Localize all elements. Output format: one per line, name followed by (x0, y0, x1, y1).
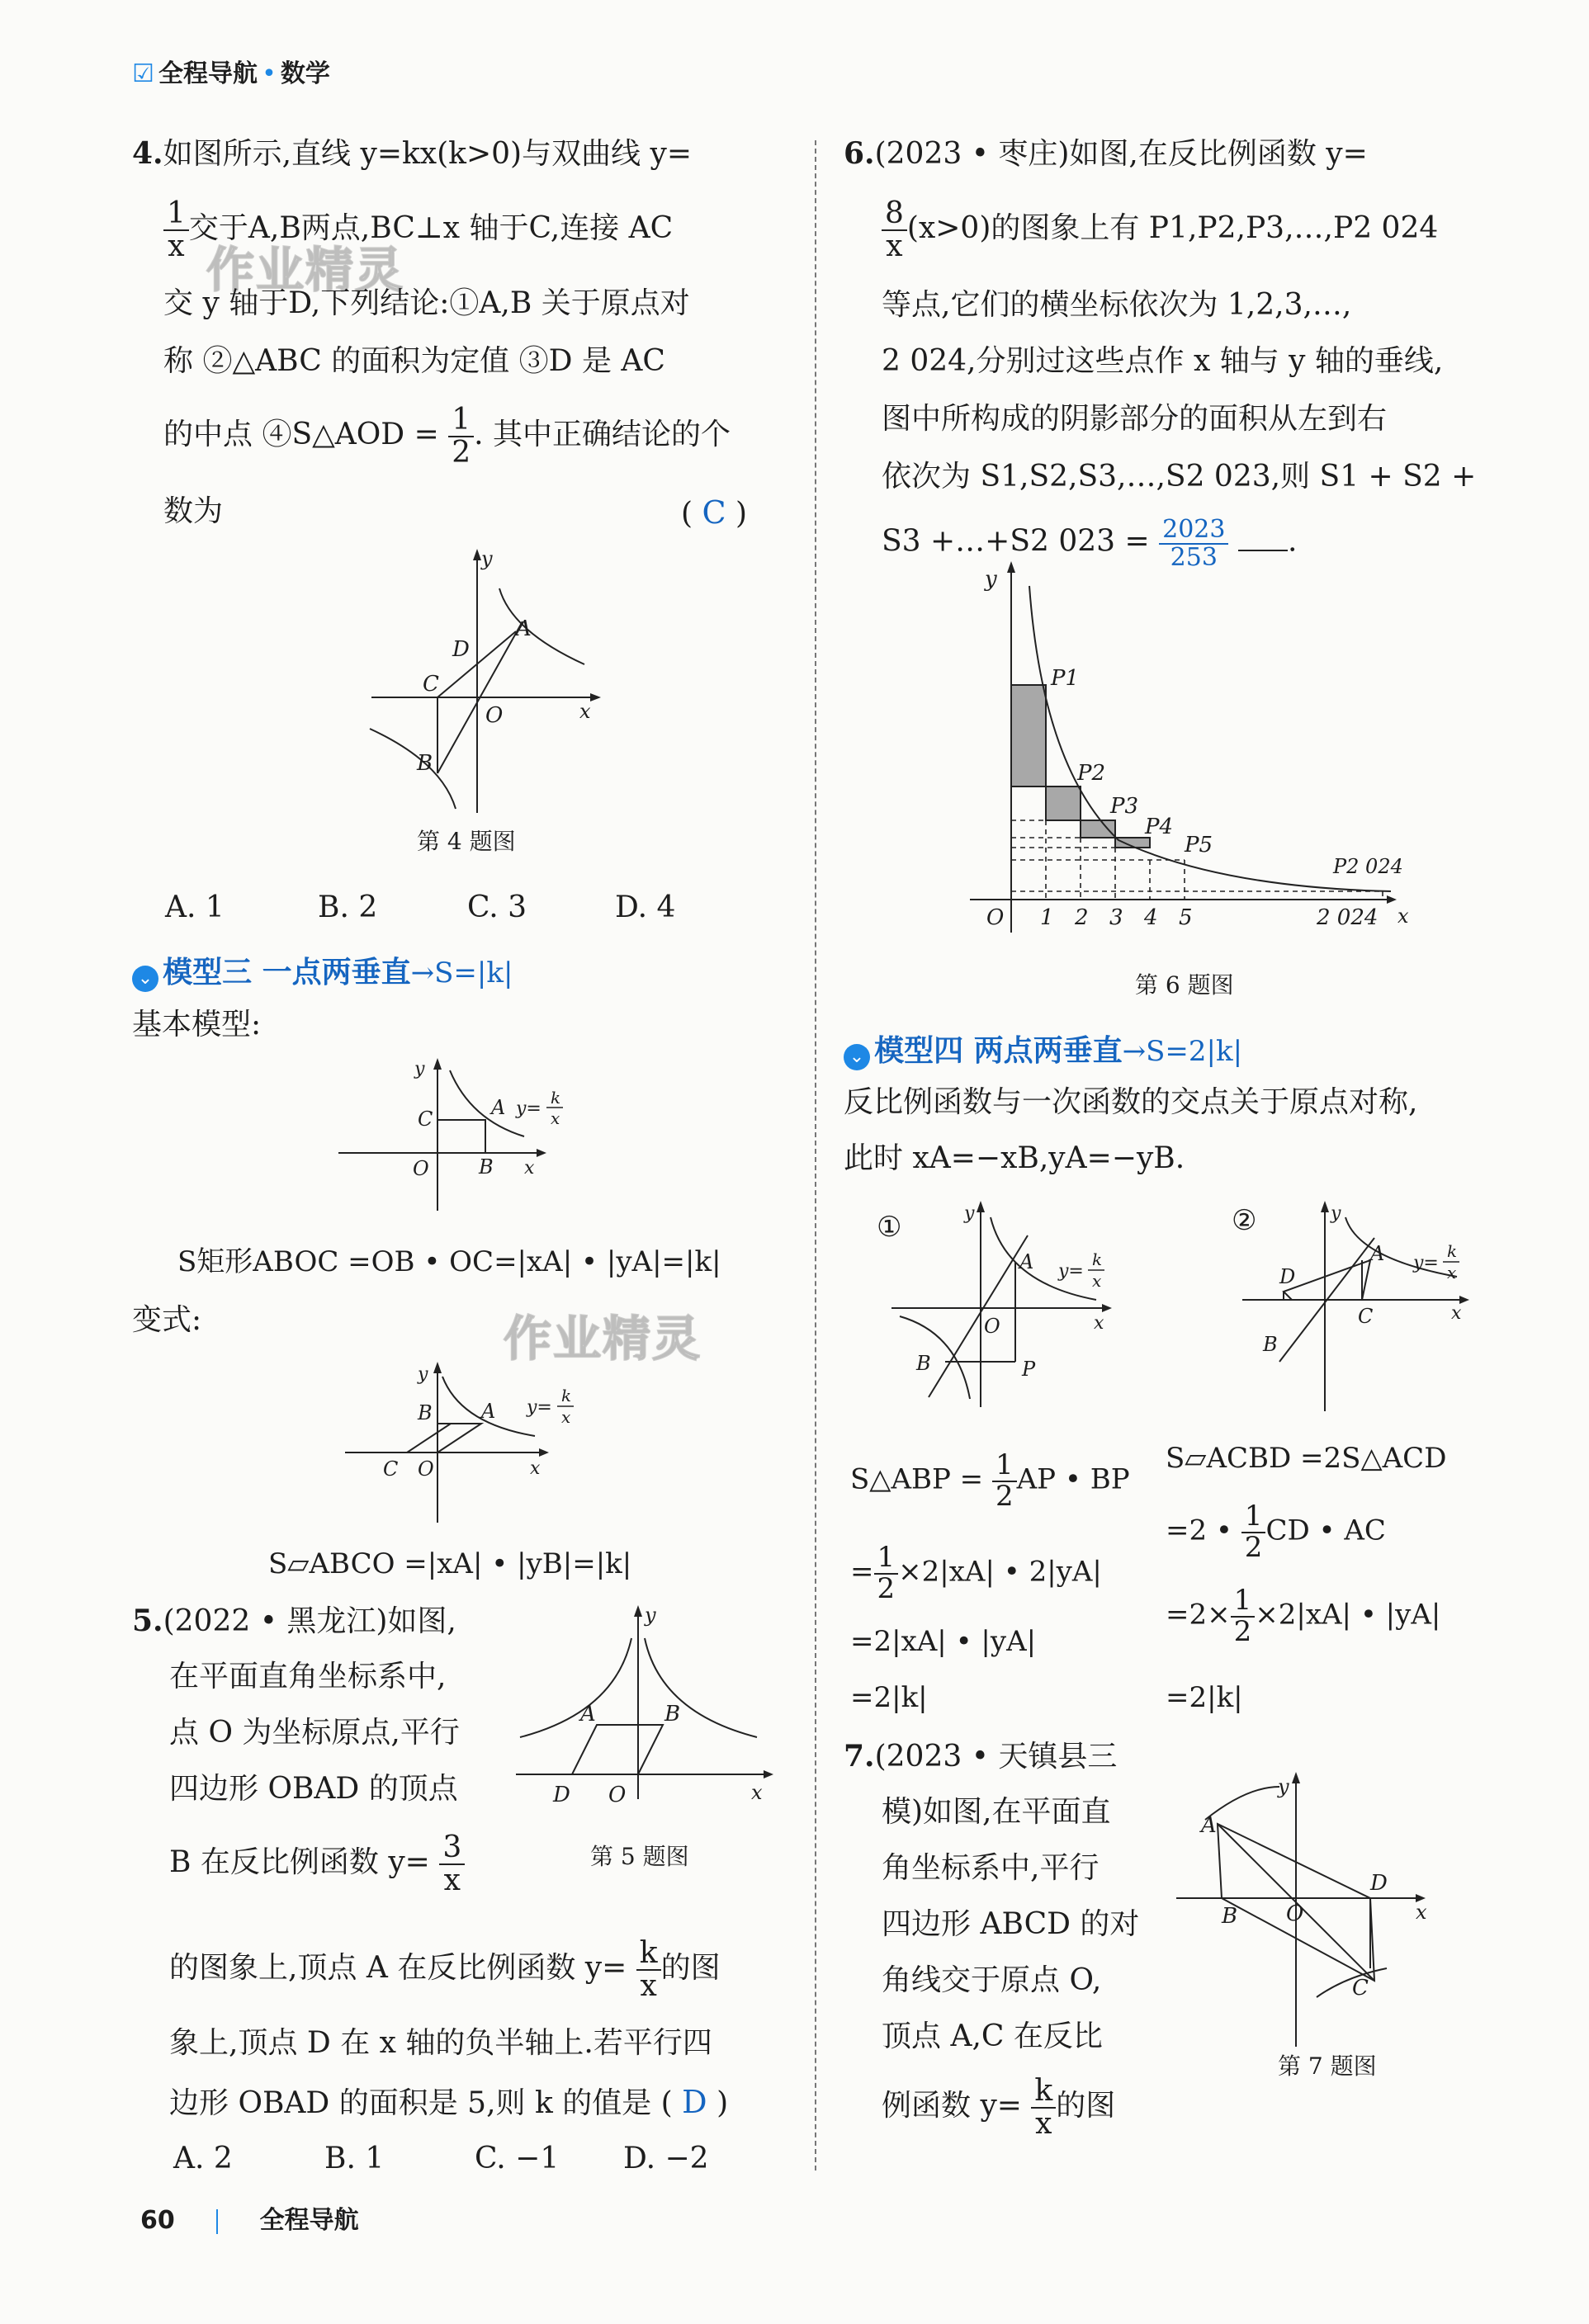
q6-fig-label: P2 024 (1333, 855, 1403, 878)
m3v-fig-label: x (530, 1458, 541, 1479)
page-footer (140, 2199, 359, 2236)
chevron-down-icon: ⌄ (844, 1044, 870, 1070)
q4-answer: C (702, 494, 726, 531)
m4a-fig-label: O (984, 1315, 1000, 1338)
q6-line: 等点,它们的横坐标依次为 1,2,3,…, (882, 288, 1352, 322)
q4-fig-label: O (485, 703, 504, 728)
footer-title: 全程导航 (259, 2206, 359, 2235)
q7-line: 的图 (1056, 2088, 1116, 2123)
model-4-right-eq: S▱ACBD =2S△ACD (1166, 1442, 1447, 1475)
q5-line: 边形 OBAD 的面积是 5,则 k 的值是 (169, 2086, 652, 2120)
model-4-right-eq: ×2|xA| • |yA| (1255, 1598, 1441, 1632)
model-4-title: 模型四 两点两垂直 (874, 1034, 1123, 1068)
m3-fig-label: y (414, 1059, 425, 1079)
q5-line: 的图象上,顶点 A 在反比例函数 y= (169, 1950, 627, 1985)
m4b-fig-label: y (1331, 1203, 1341, 1224)
header-dot: • (262, 59, 277, 88)
q7-fig-label: C (1352, 1976, 1369, 2000)
model-4-left-eq: = (850, 1555, 874, 1589)
q5-fig-label: A (580, 1702, 596, 1726)
q7-number: 7. (844, 1739, 875, 1774)
half-fraction: $\frac{1}{2}$ (874, 1543, 899, 1604)
m3-fig-label: C (418, 1108, 433, 1131)
q7-line: 模)如图,在平面直 (882, 1795, 1111, 1829)
q6-fig-label: P3 (1110, 794, 1139, 819)
q4-fig-label: A (516, 616, 532, 641)
model-4-left-eq: =2|xA| • |yA| (850, 1625, 1037, 1658)
m3v-fig-label: A (481, 1400, 496, 1423)
q6-number: 6. (844, 136, 875, 171)
q5-option-d: D. −2 (623, 2142, 709, 2175)
half-fraction: $\frac{1}{2}$ (992, 1451, 1017, 1511)
model-4-figure-1 (883, 1201, 1131, 1415)
model-3-equation-1: S矩形ABOC =OB • OC=|xA| • |yA|=|k| (177, 1245, 721, 1278)
q7-figure (1172, 1770, 1445, 2051)
m3-fig-label: O (413, 1157, 429, 1180)
q4-frac-1-2: $\frac{1}{2}$ (448, 404, 474, 469)
q4-line: 交 y 轴于D,下列结论:①A,B 关于原点对 (163, 286, 690, 320)
q4-option-a: A. 1 (165, 890, 225, 924)
q4-line: 的中点 ④S△AOD = (163, 417, 439, 451)
checkbox-icon: ☑ (132, 59, 154, 88)
q4-option-c: C. 3 (467, 890, 527, 924)
m3v-fig-label: k (561, 1386, 572, 1405)
m4a-fig-label: y= (1058, 1261, 1084, 1282)
q6-fig-label: P2 (1077, 761, 1106, 786)
m4b-fig-label: k (1447, 1241, 1458, 1261)
q5-line: 在平面直角坐标系中, (169, 1660, 447, 1693)
q6-line: (2023 • 枣庄)如图,在反比例函数 y= (874, 137, 1368, 171)
m4b-fig-label: y= (1413, 1253, 1439, 1273)
q6-tick-label: 5 (1179, 905, 1193, 930)
q6-answer: $\frac{2023}{253}$ (1159, 517, 1228, 570)
q5-line: 象上,顶点 D 在 x 轴的负半轴上.若平行四 (169, 2026, 712, 2060)
q4-line: 数为 (163, 494, 224, 528)
q7-line: 四边形 ABCD 的对 (882, 1907, 1140, 1941)
q6-tick-label: 4 (1144, 905, 1158, 930)
q4-fig-label: B (417, 751, 433, 776)
m4b-fig-label: A (1370, 1242, 1385, 1265)
header-subject: 数学 (280, 59, 330, 88)
q5-line: 的图 (660, 1950, 721, 1985)
m4a-fig-label: x (1092, 1271, 1102, 1291)
m3v-fig-label: y (418, 1364, 428, 1385)
q4-line: 交于A,B两点,BC⊥x 轴于C,连接 AC (188, 210, 674, 245)
m4a-fig-label: y (964, 1203, 975, 1224)
q6-line: (x>0)的图象上有 P1,P2,P3,…,P2 024 (906, 210, 1439, 245)
q7-line: 角线交于原点 O, (882, 1963, 1102, 1997)
q4-number: 4. (132, 136, 163, 171)
model-4-right-eq: CD • AC (1265, 1514, 1386, 1547)
q5-option-c: C. −1 (475, 2142, 560, 2175)
q5-fig-label: B (664, 1702, 681, 1726)
q5-line: 点 O 为坐标原点,平行 (169, 1716, 460, 1750)
q7-fig-label: D (1370, 1871, 1388, 1896)
watermark: 作业精灵 (504, 1311, 702, 1367)
q5-fig-label: D (553, 1783, 570, 1807)
q5-figure (516, 1604, 764, 1807)
q7-fig-label: O (1286, 1901, 1304, 1926)
m4a-fig-label: P (1022, 1358, 1036, 1381)
model-4-desc: 反比例函数与一次函数的交点关于原点对称, (844, 1085, 1418, 1119)
m3-fig-label: A (491, 1096, 506, 1119)
m3-fig-label: x (551, 1108, 560, 1128)
m4b-fig-label: B (1263, 1333, 1278, 1356)
q6-line: S3 +…+S2 023 = (882, 524, 1150, 559)
m3v-fig-label: y= (527, 1397, 552, 1418)
half-fraction: $\frac{1}{2}$ (1241, 1502, 1266, 1562)
model-4-fig-2-number: ② (1232, 1204, 1257, 1237)
model-4-left-eq: =2|k| (850, 1681, 928, 1714)
q6-fig-label: P1 (1051, 666, 1080, 691)
model-3-basic-figure (338, 1058, 586, 1215)
model-4-right-eq: =2|k| (1166, 1681, 1243, 1714)
q5-line: 四边形 OBAD 的顶点 (169, 1772, 458, 1806)
m3v-fig-label: O (418, 1457, 434, 1481)
m3-fig-label: k (551, 1088, 561, 1108)
q4-fig-label: x (579, 700, 591, 723)
q7-fig-label: x (1416, 1901, 1427, 1924)
page-header (132, 53, 330, 89)
q6-tick-label: 3 (1109, 905, 1123, 930)
q7-line: 例函数 y= (882, 2088, 1022, 2123)
q6-frac-8-x: $\frac{8}{x}$ (882, 198, 907, 262)
q6-line: 依次为 S1,S2,S3,…,S2 023,则 S1 + S2 + (882, 460, 1477, 494)
model-3-formula: →S=|k| (410, 957, 513, 990)
q7-fig-label: B (1222, 1904, 1238, 1929)
q5-option-b: B. 1 (324, 2142, 385, 2175)
q7-fig-label: A (1201, 1813, 1217, 1838)
m3-fig-label: x (524, 1158, 535, 1179)
m3v-fig-label: B (418, 1401, 433, 1424)
q6-figure (970, 561, 1432, 941)
q5-frac-3-x: $\frac{3}{x}$ (439, 1832, 465, 1897)
q5-line: B 在反比例函数 y= (169, 1845, 430, 1879)
q6-fig-label: x (1397, 905, 1409, 928)
q5-fig-label: O (608, 1783, 627, 1807)
q5-caption: 第 5 题图 (590, 1843, 689, 1870)
q6-line: 2 024,分别过这些点作 x 轴与 y 轴的垂线, (882, 344, 1444, 378)
m4a-fig-label: x (1094, 1313, 1104, 1334)
m3-fig-label: B (479, 1155, 494, 1179)
model-4-figure-2 (1238, 1201, 1486, 1415)
page-number: 60 (140, 2206, 175, 2235)
q7-line: 顶点 A,C 在反比 (882, 2019, 1103, 2053)
q4-option-b: B. 2 (318, 890, 378, 924)
m4b-fig-label: x (1451, 1303, 1462, 1324)
q5-option-a: A. 2 (173, 2142, 233, 2175)
model-4-desc: 此时 xA=−xB,yA=−yB. (844, 1141, 1185, 1175)
q6-caption: 第 6 题图 (1135, 971, 1234, 999)
q7-caption: 第 7 题图 (1278, 2052, 1377, 2080)
q4-line: . 其中正确结论的个 (474, 417, 731, 451)
q4-fig-label: D (452, 637, 470, 662)
q6-fig-label: P4 (1145, 815, 1174, 839)
q6-tick-label: 1 (1040, 905, 1054, 930)
model-4-right-eq: =2 • (1166, 1514, 1232, 1547)
q5-frac-k-x: $\frac{k}{x}$ (636, 1938, 661, 2002)
m4a-fig-label: A (1019, 1250, 1034, 1273)
m3v-fig-label: C (383, 1457, 399, 1481)
q4-line: 如图所示,直线 y=kx(k>0)与双曲线 y= (163, 137, 693, 171)
m4b-fig-label: x (1447, 1263, 1457, 1282)
q6-tick-label: 2 (1075, 905, 1089, 930)
q4-frac-1-x: $\frac{1}{x}$ (163, 198, 189, 262)
m4b-fig-label: C (1358, 1305, 1374, 1328)
q6-tick-label: 2 024 (1317, 905, 1379, 930)
q5-line: (2022 • 黑龙江)如图, (163, 1604, 456, 1638)
q6-fig-label: P5 (1185, 833, 1213, 857)
q5-fig-label: y (645, 1604, 656, 1627)
model-3-variant-figure (345, 1362, 593, 1527)
q4-fig-label: y (481, 547, 493, 570)
chevron-down-icon: ⌄ (132, 966, 158, 992)
q4-caption: 第 4 题图 (417, 828, 516, 855)
q6-fig-label: y (985, 567, 997, 592)
model-4-fig-1-number: ① (877, 1211, 902, 1244)
m3v-fig-label: x (561, 1407, 571, 1427)
m4b-fig-label: D (1279, 1265, 1296, 1288)
header-title: 全程导航 (158, 59, 258, 88)
q7-fig-label: y (1278, 1775, 1289, 1798)
column-divider (815, 140, 816, 2170)
m3-fig-label: y= (516, 1098, 541, 1119)
q7-line: 角坐标系中,平行 (882, 1851, 1100, 1885)
m4a-fig-label: B (916, 1352, 931, 1375)
q4-line: 称 ②△ABC 的面积为定值 ③D 是 AC (163, 344, 665, 378)
model-4-left-eq: S△ABP = (850, 1462, 984, 1496)
q5-number: 5. (132, 1604, 163, 1638)
q4-option-d: D. 4 (615, 890, 676, 924)
model-3-basic-label: 基本模型: (132, 1008, 262, 1042)
half-fraction: $\frac{1}{2}$ (1231, 1586, 1256, 1646)
model-3-title: 模型三 一点两垂直 (163, 956, 411, 990)
model-4-left-eq: AP • BP (1016, 1462, 1130, 1496)
model-4-right-eq: =2× (1166, 1598, 1231, 1632)
q6-line: 图中所构成的阴影部分的面积从左到右 (882, 402, 1388, 436)
model-3-variant-label: 变式: (132, 1303, 202, 1337)
model-4-formula: →S=2|k| (1122, 1035, 1243, 1068)
q7-frac-k-x: $\frac{k}{x}$ (1031, 2076, 1056, 2140)
watermark: 作业精灵 (206, 242, 405, 298)
q4-fig-label: C (423, 672, 439, 697)
model-4-left-eq: ×2|xA| • 2|yA| (898, 1555, 1102, 1589)
q5-answer: D (682, 2084, 707, 2120)
q5-fig-label: x (751, 1781, 763, 1804)
q6-fig-label: O (986, 905, 1005, 930)
m4a-fig-label: k (1092, 1249, 1103, 1269)
model-3-equation-2: S▱ABCO =|xA| • |yB|=|k| (268, 1547, 632, 1580)
q4-answer-bracket: ( C ) (681, 494, 748, 531)
q4-figure (363, 549, 611, 821)
q7-line: (2023 • 天镇县三 (874, 1740, 1118, 1774)
